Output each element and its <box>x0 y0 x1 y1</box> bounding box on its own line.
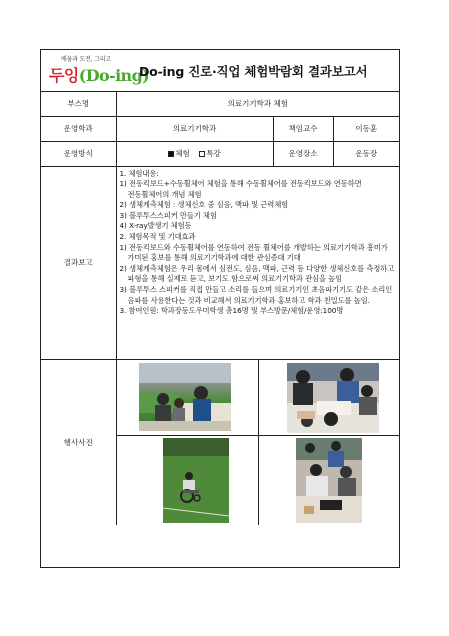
report-line: 2) 생체계측체험은 우리 몸에서 심전도, 심음, 맥파, 근력 등 다양한 생체신호를 측정하고 파형을 통해 실제로 듣고, 보기도 함으로써 의료기기학과 관심을 높임 <box>119 263 395 284</box>
wheelchair-scene-image <box>163 438 229 523</box>
place-label: 운영장소 <box>273 141 333 166</box>
booth-value: 의료기기학과 체험 <box>116 91 399 116</box>
page-title: Do-ing 진로·직업 체험박람회 결과보고서 <box>139 64 368 79</box>
logo-brand-green: (Do-ing) <box>78 66 150 85</box>
report-line: 3) 블루투스스피커 만들기 체험 <box>119 210 217 220</box>
prof-label: 책임교수 <box>273 116 333 141</box>
participants-scene-image <box>296 438 362 523</box>
major-value: 의료기기학과 <box>116 116 273 141</box>
report-line: 1) 전동킥보드와 수동휠체어를 연동하여 전동 휠체어를 개발하는 의료기기학과 흥미가 가미된 홍보를 통해 의료기기학과에 대한 관심증대 기대 <box>119 242 388 263</box>
booth-scene-image <box>139 363 231 431</box>
checkbox-checked-icon[interactable] <box>168 151 174 157</box>
row-booth <box>41 91 399 116</box>
event-photo-participants <box>296 438 362 523</box>
report-label: 결과보고 <box>41 166 116 359</box>
report-line: 2) 생체계측체험 : 생체신호 중 심음, 맥파 및 근력체험 <box>119 200 289 210</box>
report-content <box>116 166 399 359</box>
major-label: 운영학과 <box>41 116 116 141</box>
report-line: 1) 전동킥보드+수동휠체어 체험을 통해 수동휠체어를 전동킥보드와 연동하면 전동휠체어의 개념 체험 <box>119 179 362 199</box>
prof-value: 이동훈 <box>333 116 399 141</box>
report-line: 3. 참여인원: 학과장등도우미학생 총16명 및 부스방문/체험/운영:100명 <box>119 306 344 316</box>
report-form <box>40 49 400 568</box>
report-line: 3) 블루투스 스피커를 직접 만들고 소리를 들으며 의료기기인 초음파기기도 같은 소리인 음파를 사용한다는 것과 비교해서 의료기기학과 홍보하고 학과 친밀도를 높임. <box>119 285 393 305</box>
event-photo-booth <box>139 363 231 431</box>
report-table <box>41 91 399 525</box>
logo-brand-red: 두잉 <box>49 66 79 85</box>
event-photo-wheelchair <box>163 438 229 523</box>
row-photos <box>41 359 399 525</box>
event-photo-experiment <box>287 363 379 433</box>
checkbox-unchecked-icon[interactable] <box>199 151 205 157</box>
method-option-experience: 체험 <box>175 149 190 158</box>
report-line: 2. 체험목적 및 기대효과 <box>119 232 196 242</box>
report-line: 1. 체험내용: <box>119 168 159 178</box>
logo-tagline: 배움과 도전, 그리고 <box>61 56 111 63</box>
row-report <box>41 166 399 359</box>
logo-brand <box>49 63 149 86</box>
place-value: 운동장 <box>333 141 399 166</box>
method-option-lecture: 특강 <box>206 149 221 158</box>
report-line: 4) X-ray발생기 체험등 <box>119 221 192 231</box>
method-options <box>116 141 273 166</box>
photo-area <box>116 359 399 525</box>
row-method <box>41 141 399 166</box>
experiment-scene-image <box>287 363 379 433</box>
form-header <box>41 50 399 92</box>
row-major <box>41 116 399 141</box>
doing-logo <box>47 54 150 88</box>
booth-label: 부스명 <box>41 91 116 116</box>
photo-label: 행사사진 <box>41 359 116 525</box>
method-label: 운영방식 <box>41 141 116 166</box>
